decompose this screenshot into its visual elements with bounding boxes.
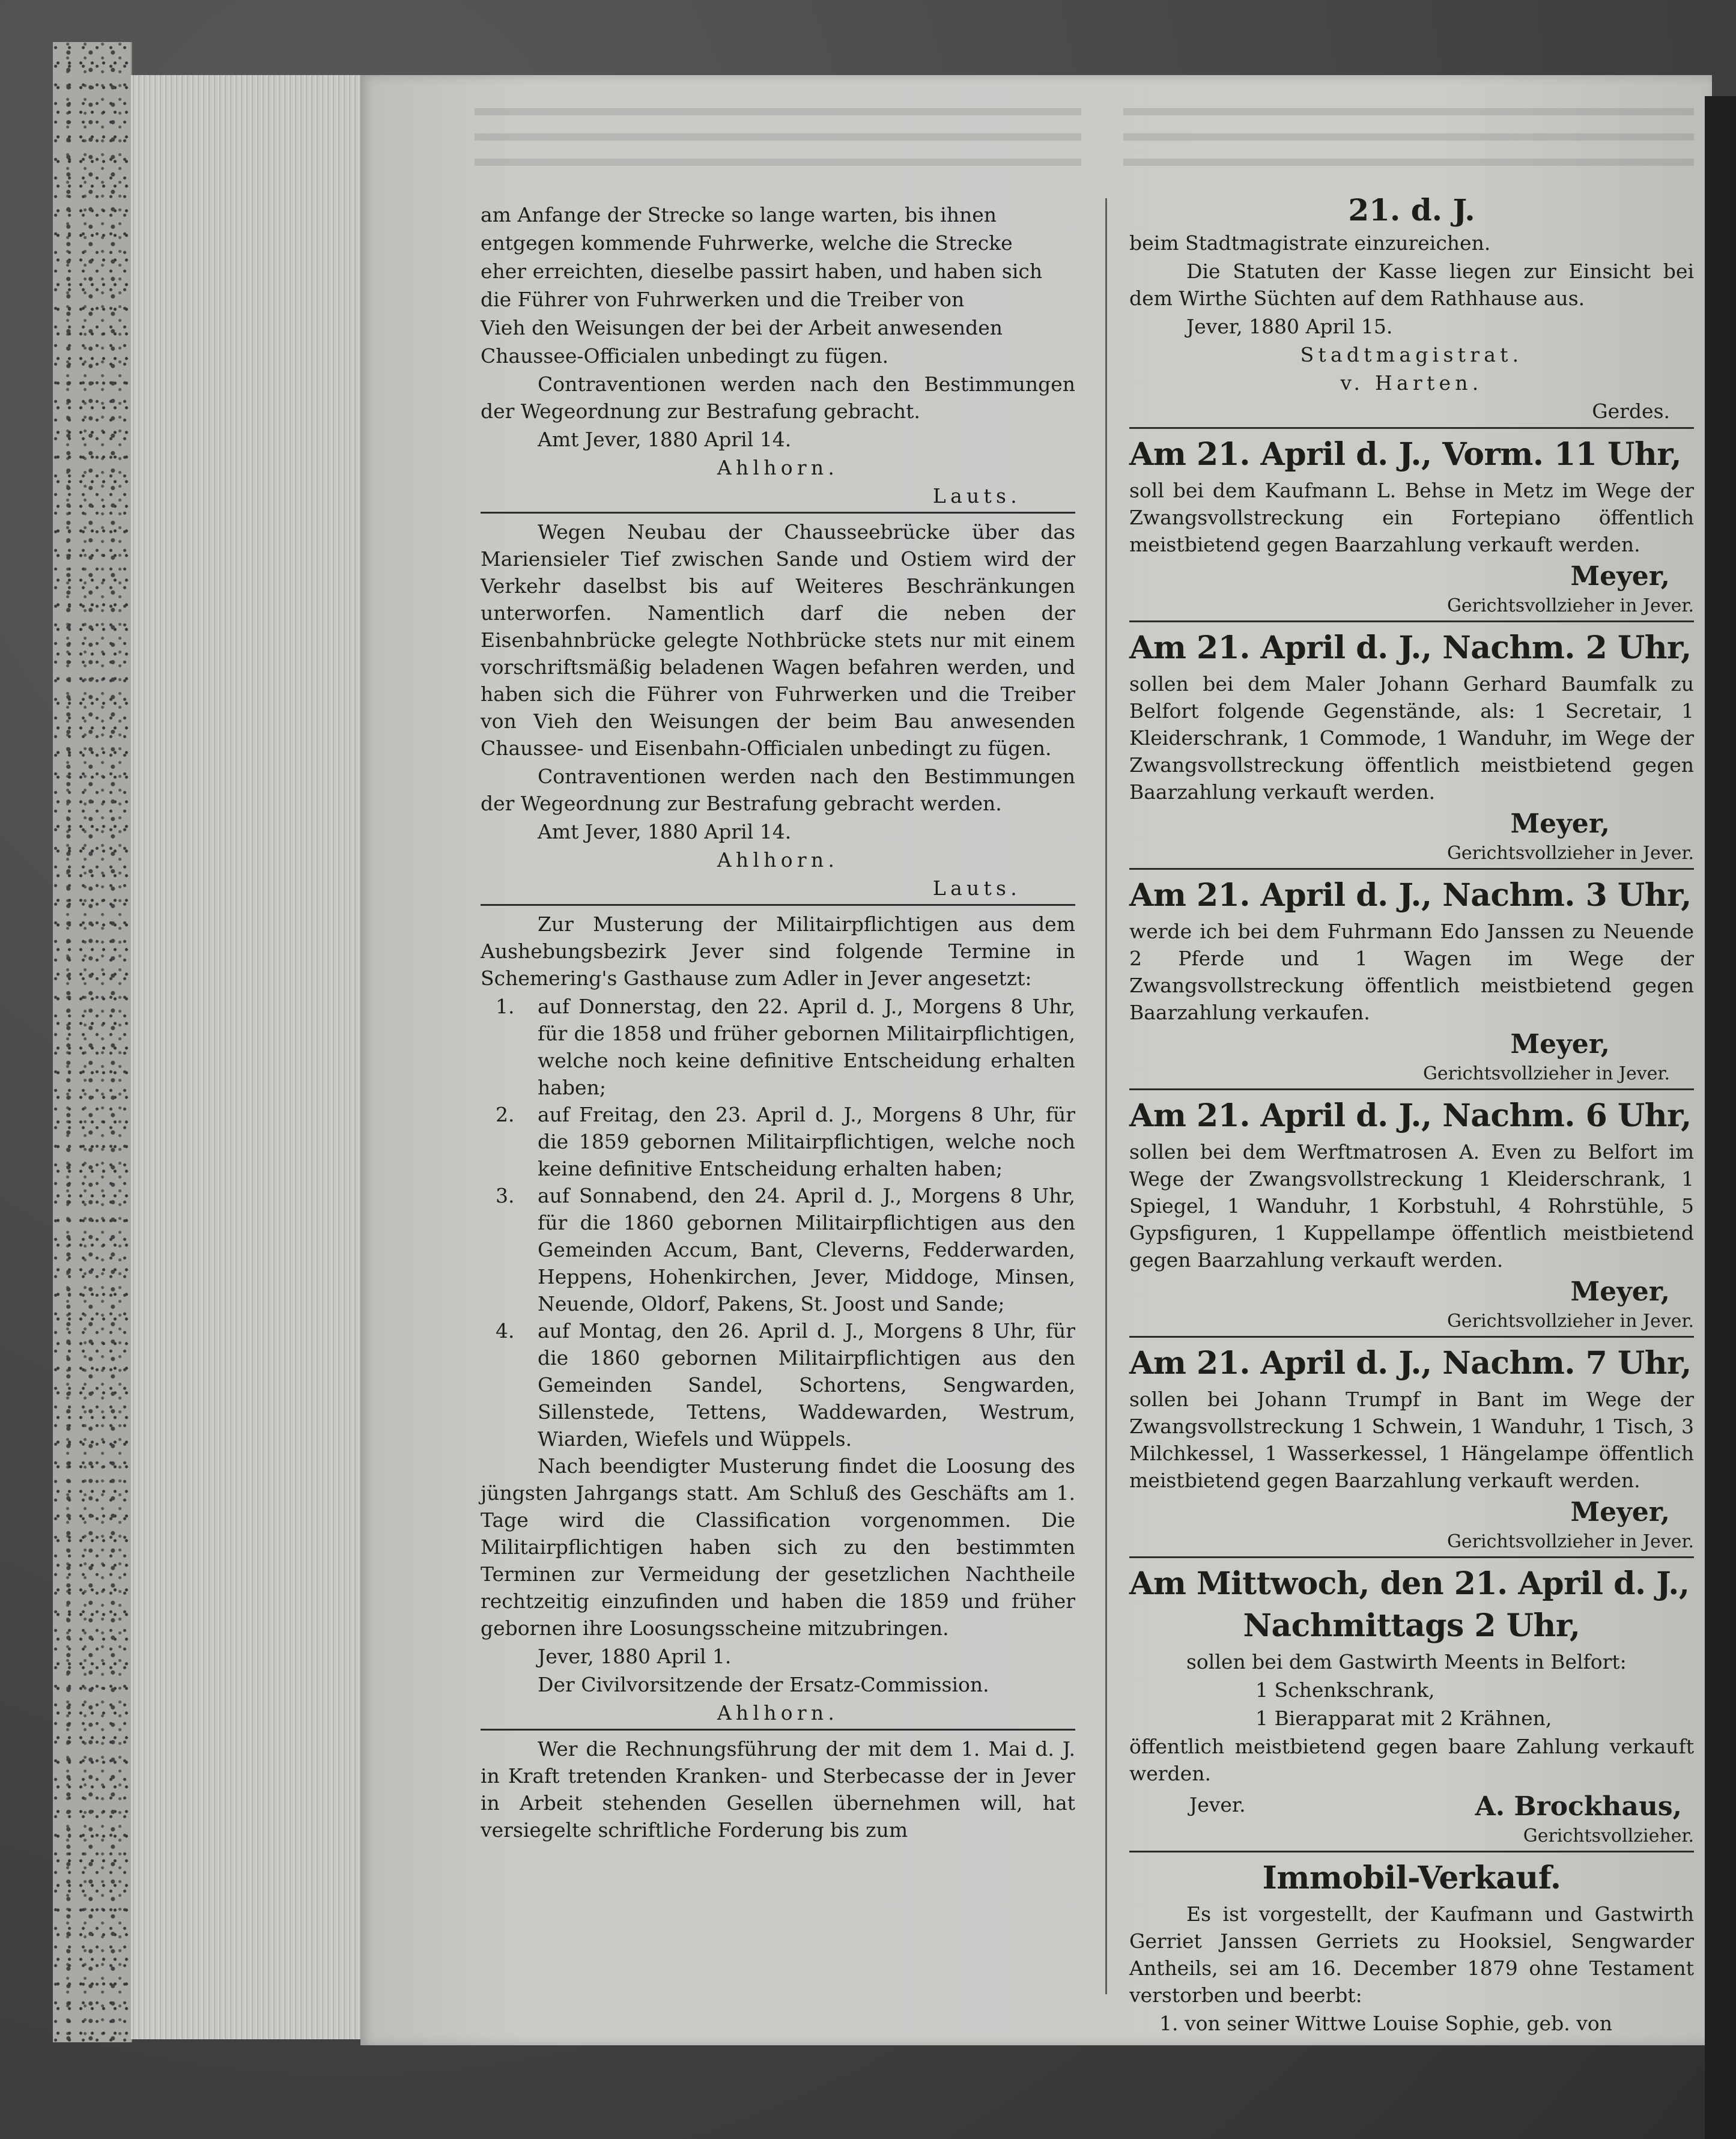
- list-item: 3. auf Sonnabend, den 24. April d. J., Morgens 8 Uhr, für die 1860 gebornen Militairpflichtigen aus den Gemeinden Accum, Bant, Cleverns, Fedderwarden, Heppens, Hohenkirchen, Jever, Middoge, Minsen, Neuende, Oldorf, Pakens, St. Joost und Sande;: [496, 1184, 1075, 1315]
- notice-clerk: Lauts.: [932, 484, 1021, 508]
- notice-sick-fund: [481, 1735, 1075, 1843]
- notice-signer: Ahlhorn.: [717, 1701, 839, 1725]
- notice-signer: v. Harten.: [1340, 371, 1483, 395]
- notice-date: Amt Jever, 1880 April 14.: [538, 820, 792, 843]
- book-cover-edge: [53, 42, 132, 2042]
- section-rule: [1129, 868, 1694, 870]
- auction-signer-title: Gerichtsvollzieher in Jever.: [1446, 595, 1694, 616]
- notice-real-estate-sale: [1129, 1858, 1694, 2037]
- notice-intro: Zur Musterung der Militairpflichtigen aus dem Aushebungsbezirk Jever sind folgende Termine in Schemering's Gasthause zum Adler in Jever angesetzt:: [481, 912, 1075, 990]
- section-rule: [481, 1729, 1075, 1731]
- bleed-through-text-left: [475, 90, 1081, 180]
- notice-sick-fund-continued: [1129, 192, 1694, 425]
- scanner-border: [1705, 96, 1736, 2139]
- auction-signer-title: Gerichtsvollzieher.: [1523, 1825, 1694, 1846]
- auction-body: werde ich bei dem Fuhrmann Edo Janssen zu Neuende 2 Pferde und 1 Wagen im Wege der Zwangsvollstreckung öffentlich meistbietend gegen Baarzahlung verkaufen.: [1129, 920, 1694, 1024]
- auction-heading: Am Mittwoch, den 21. April d. J.,: [1129, 1565, 1690, 1602]
- signature-row: [1129, 1788, 1694, 1824]
- contravention-text: Contraventionen werden nach den Bestimmungen der Wegeordnung zur Bestrafung gebracht werden.: [481, 765, 1075, 815]
- section-rule: [1129, 427, 1694, 429]
- auction-heading: Am 21. April d. J., Nachm. 7 Uhr,: [1129, 1345, 1692, 1382]
- text-line: entgegen kommende Fuhrwerke, welche die Strecke: [481, 231, 1013, 255]
- auction-body: sollen bei dem Gastwirth Meents in Belfort:: [1186, 1650, 1627, 1673]
- auction-signer-title: Gerichtsvollzieher in Jever.: [1446, 1531, 1694, 1552]
- commission-title: Der Civilvorsitzende der Ersatz-Commission.: [538, 1673, 989, 1696]
- auction-body: soll bei dem Kaufmann L. Behse in Metz im Wege der Zwangsvollstreckung ein Fortepiano öffentlich meistbietend gegen Baarzahlung verkauft werden.: [1129, 479, 1694, 556]
- auction-heading: Am 21. April d. J., Vorm. 11 Uhr,: [1129, 436, 1681, 473]
- notice-body: Wegen Neubau der Chausseebrücke über das Mariensieler Tief zwischen Sande und Ostiem wird der Verkehr daselbst bis auf Weiteres Beschränkungen unterworfen. Namentlich darf die neben der Eisenbahnbrücke gelegte Nothbrücke stets nur mit einem vorschriftsmäßig beladenen Wagen befahren werden, und haben sich die Führer von Fuhrwerken und die Treiber von Vieh den Weisungen der beim Bau anwesenden Chaussee- und Eisenbahn-Officialen unbedingt zu fügen.: [481, 520, 1075, 760]
- notice-date: Amt Jever, 1880 April 14.: [538, 428, 792, 451]
- auction-heading: Am 21. April d. J., Nachm. 3 Uhr,: [1129, 877, 1692, 914]
- auction-signer: Meyer,: [1570, 1276, 1670, 1307]
- auction-signer-title: Gerichtsvollzieher in Jever.: [1422, 1063, 1670, 1084]
- auction-notice: [1129, 1096, 1694, 1333]
- auction-item: 1 Bierapparat mit 2 Krähnen,: [1255, 1707, 1552, 1730]
- auction-notice-wednesday: [1129, 1564, 1694, 1848]
- auction-heading: Am 21. April d. J., Nachm. 2 Uhr,: [1129, 630, 1692, 666]
- list-item: 4. auf Montag, den 26. April d. J., Morgens 8 Uhr, für die 1860 gebornen Militairpflichtigen aus den Gemeinden Sandel, Schortens, Sengwarden, Sillenstede, Tettens, Waddewarden, Westrum, Wiarden, Wiefels und Wüppels.: [496, 1319, 1075, 1451]
- auction-heading-time: Nachmittags 2 Uhr,: [1243, 1607, 1580, 1644]
- section-rule: [481, 512, 1075, 514]
- real-estate-heading: Immobil-Verkauf.: [1262, 1860, 1561, 1896]
- auction-signer: Meyer,: [1510, 809, 1610, 839]
- notice-clerk: Gerdes.: [1592, 399, 1670, 423]
- notice-date: Jever, 1880 April 15.: [1186, 315, 1393, 338]
- notice-bridge-works: [481, 518, 1075, 902]
- auction-signer: Meyer,: [1510, 1029, 1610, 1060]
- section-rule: [1129, 620, 1694, 622]
- notice-road-works: [481, 201, 1075, 509]
- auction-after: öffentlich meistbietend gegen baare Zahlung verkauft werden.: [1129, 1735, 1694, 1785]
- auction-signer-title: Gerichtsvollzieher in Jever.: [1446, 843, 1694, 864]
- notice-signer: Ahlhorn.: [717, 848, 839, 872]
- notice-body: Wer die Rechnungsführung der mit dem 1. Mai d. J. in Kraft tretenden Kranken- und Sterbecasse der in Jever in Arbeit stehenden Gesellen übernehmen will, hat versiegelte schriftliche Forderung bis zum: [481, 1737, 1075, 1842]
- auction-heading: Am 21. April d. J., Nachm. 6 Uhr,: [1129, 1097, 1692, 1134]
- text-line: die Führer von Fuhrwerken und die Treiber von: [481, 288, 965, 311]
- section-rule: [1129, 1336, 1694, 1338]
- notice-after: Nach beendigter Musterung findet die Loosung des jüngsten Jahrgangs statt. Am Schluß des Geschäfts am 1. Tage wird die Classification vorgenommen. Die Militairpflichtigen haben sich zu den bestimmten Terminen zur Vermeidung der gesetzlichen Nachtheile rechtzeitig einzufinden und haben die 1859 und früher gebornen ihre Loosungsscheine mitzubringen.: [481, 1454, 1075, 1640]
- notice-date: Jever, 1880 April 1.: [538, 1645, 732, 1668]
- list-item: 2. auf Freitag, den 23. April d. J., Morgens 8 Uhr, für die 1859 gebornen Militairpflichtigen, welche noch keine definitive Entscheidung erhalten haben;: [496, 1103, 1075, 1180]
- section-rule: [1129, 1088, 1694, 1090]
- auction-signer-title: Gerichtsvollzieher in Jever.: [1446, 1311, 1694, 1332]
- notice-military-muster: [481, 911, 1075, 1726]
- authority-name: Stadtmagistrat.: [1300, 343, 1523, 366]
- text-line: beim Stadtmagistrate einzureichen.: [1129, 231, 1491, 255]
- auction-signer: A. Brockhaus,: [1475, 1791, 1682, 1822]
- auction-body: sollen bei Johann Trumpf in Bant im Wege der Zwangsvollstreckung 1 Schwein, 1 Wanduhr, 1 Tisch, 3 Milchkessel, 1 Wasserkessel, 1 Hängelampe öffentlich meistbietend gegen Baarzahlung verkauft werden.: [1129, 1388, 1694, 1492]
- page-stack-edges: [131, 75, 364, 2039]
- deadline-date: 21. d. J.: [1348, 192, 1475, 228]
- real-estate-item: 1. von seiner Wittwe Louise Sophie, geb. von: [1159, 2012, 1612, 2035]
- auction-notice: [1129, 1344, 1694, 1554]
- auction-notice: [1129, 628, 1694, 866]
- text-line: Chaussee-Officialen unbedingt zu fügen.: [481, 344, 889, 368]
- auction-body: sollen bei dem Werftmatrosen A. Even zu Belfort im Wege der Zwangsvollstreckung 1 Kleiderschrank, 1 Spiegel, 1 Wanduhr, 1 Korbstuhl, 4 Rohrstühle, 5 Gypsfiguren, 1 Kuppellampe öffentlich meistbietend gegen Baarzahlung verkauft werden.: [1129, 1140, 1694, 1272]
- notice-clerk: Lauts.: [932, 876, 1021, 900]
- text-line: eher erreichten, dieselbe passirt haben, und haben sich: [481, 259, 1043, 283]
- contravention-text: Contraventionen werden nach den Bestimmungen der Wegeordnung zur Bestrafung gebracht.: [481, 372, 1075, 423]
- left-column: [481, 201, 1075, 1845]
- auction-item: 1 Schenkschrank,: [1255, 1678, 1435, 1702]
- right-column: [1129, 192, 1694, 2038]
- column-divider: [1105, 198, 1107, 1994]
- auction-notice: [1129, 435, 1694, 618]
- real-estate-body: Es ist vorgestellt, der Kaufmann und Gastwirth Gerriet Janssen Gerriets zu Hooksiel, Sengwarder Antheils, sei am 16. December 1879 ohne Testament verstorben und beerbt:: [1129, 1902, 1694, 2007]
- auction-signer: Meyer,: [1570, 1497, 1670, 1528]
- bleed-through-text-right: [1123, 90, 1694, 174]
- auction-place: Jever.: [1189, 1793, 1246, 1816]
- text-line: am Anfange der Strecke so lange warten, bis ihnen: [481, 203, 997, 226]
- auction-notice: [1129, 876, 1694, 1086]
- section-rule: [1129, 1851, 1694, 1852]
- text-line: Vieh den Weisungen der bei der Arbeit anwesenden: [481, 316, 1003, 339]
- auction-signer: Meyer,: [1570, 561, 1670, 592]
- list-item: 1. auf Donnerstag, den 22. April d. J., Morgens 8 Uhr, für die 1858 und früher gebornen Militairpflichtigen, welche noch keine definitive Entscheidung erhalten haben;: [496, 995, 1075, 1099]
- section-rule: [1129, 1556, 1694, 1558]
- section-rule: [481, 904, 1075, 906]
- notice-signer: Ahlhorn.: [717, 456, 839, 479]
- auction-body: sollen bei dem Maler Johann Gerhard Baumfalk zu Belfort folgende Gegenstände, als: 1 Secretair, 1 Kleiderschrank, 1 Commode, 1 Wanduhr, im Wege der Zwangsvollstreckung öffentlich meistbietend gegen Baarzahlung verkauft werden.: [1129, 672, 1694, 804]
- statutes-text: Die Statuten der Kasse liegen zur Einsicht bei dem Wirthe Süchten auf dem Rathhause aus.: [1129, 259, 1694, 310]
- muster-dates-list: [481, 993, 1075, 1452]
